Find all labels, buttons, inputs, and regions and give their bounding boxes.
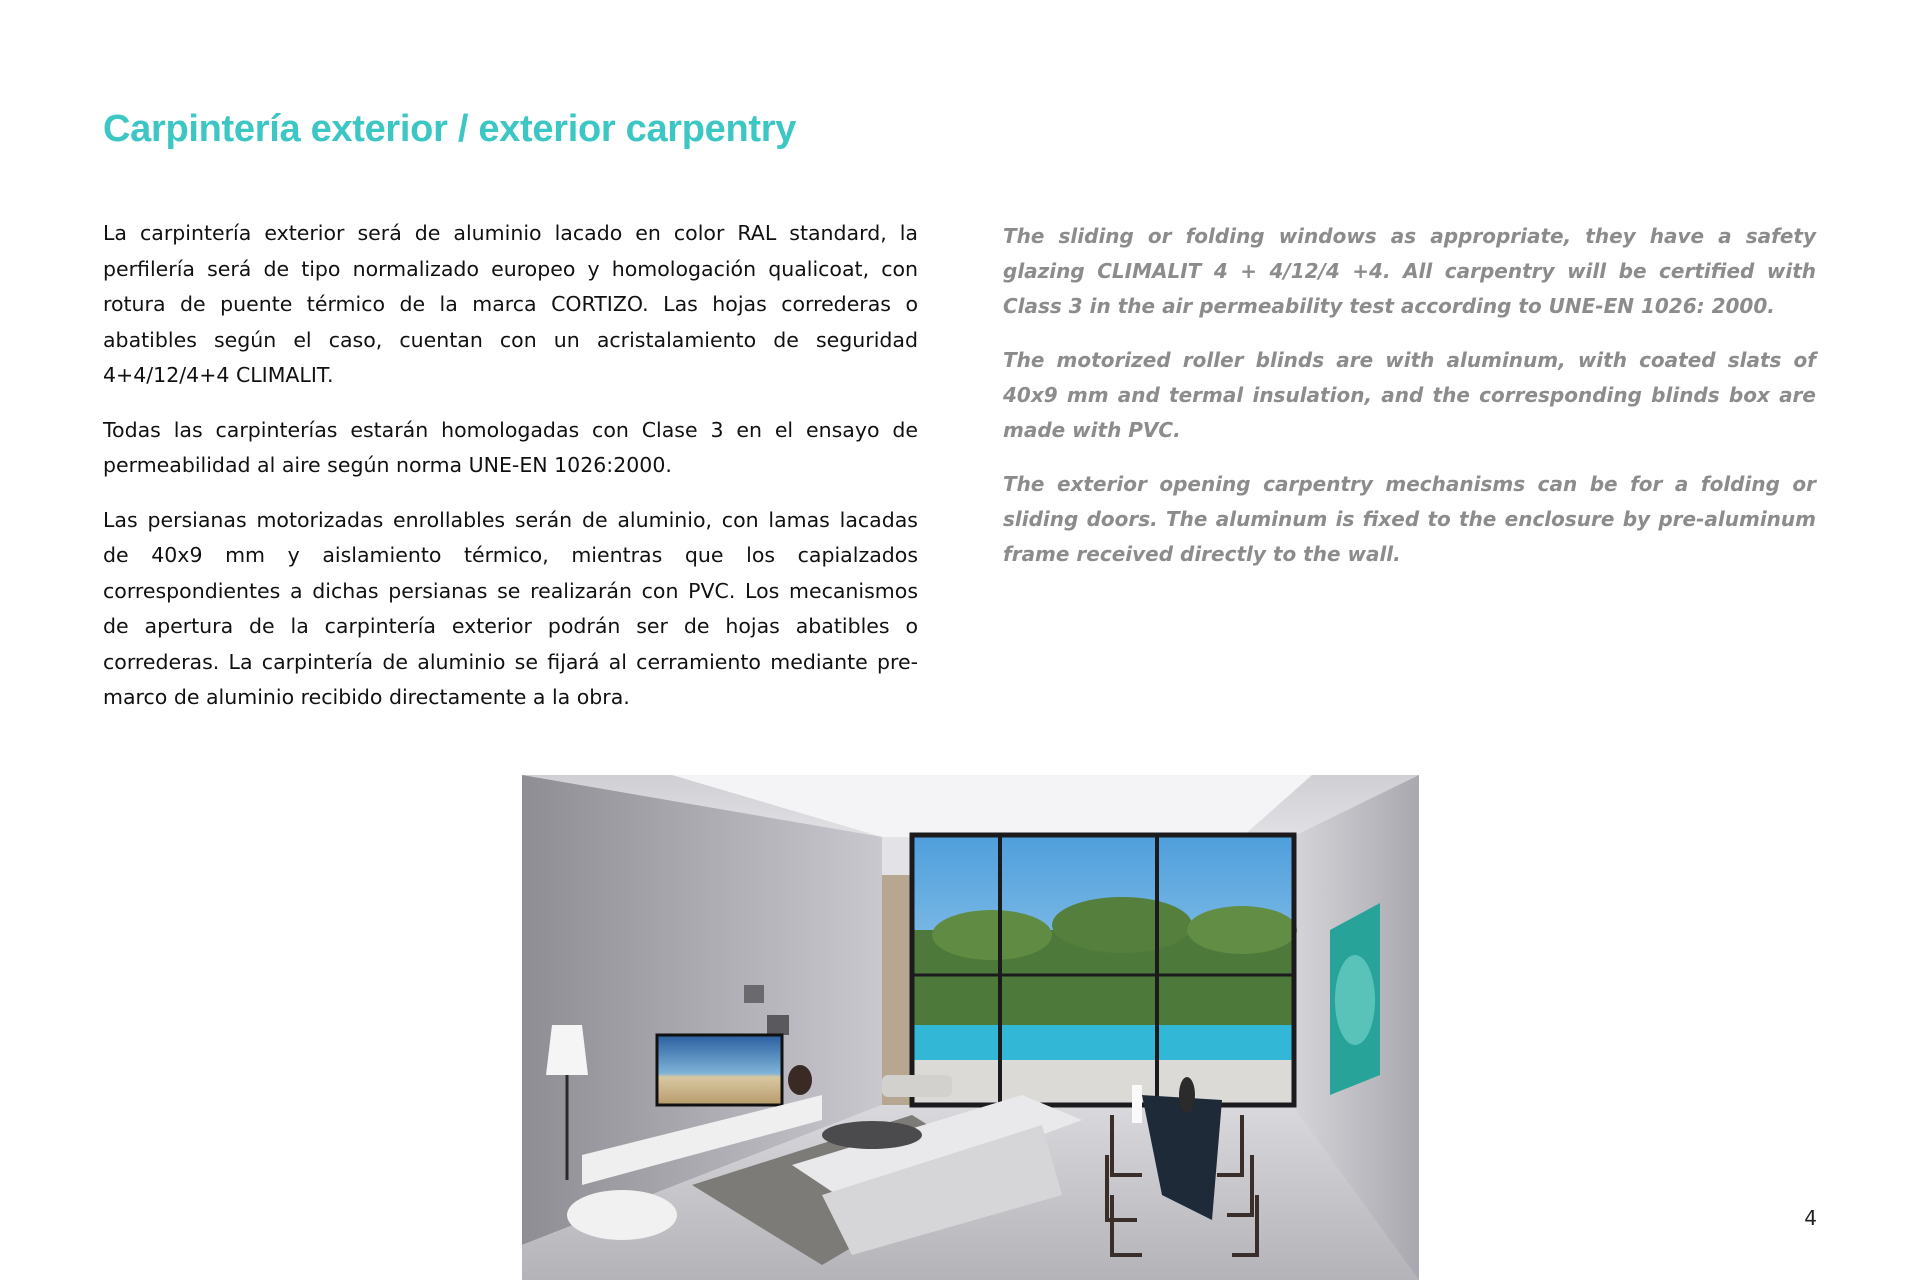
page-title: Carpintería exterior / exterior carpentry — [103, 108, 797, 150]
english-paragraph-3: The exterior opening carpentry mechanisms can be for a folding or sliding doors. The aluminum is fixed to the enclosure by pre-aluminum frame received directly to the wall. — [1003, 472, 1816, 566]
interior-render-photo — [522, 775, 1419, 1280]
english-paragraph-2: The motorized roller blinds are with aluminum, with coated slats of 40x9 mm and termal insulation, and the corresponding blinds box are made with PVC. — [1003, 348, 1816, 442]
spanish-text-column — [103, 216, 918, 735]
english-text-column — [1003, 219, 1816, 591]
spanish-paragraph-3: Las persianas motorizadas enrollables serán de aluminio, con lamas lacadas de 40x9 mm y aislamiento térmico, mientras que los capialzados correspondientes a dichas persianas se realizarán con PVC. Los mecanismos de apertura de la carpintería exterior podrán ser de hojas abatibles o correderas. La carpintería de aluminio se fijará al cerramiento mediante pre-marco de aluminio recibido directamente a la obra. — [103, 507, 918, 709]
spanish-paragraph-2: Todas las carpinterías estarán homologadas con Clase 3 en el ensayo de permeabilidad al aire según norma UNE-EN 1026:2000. — [103, 417, 918, 477]
english-paragraph-1: The sliding or folding windows as appropriate, they have a safety glazing CLIMALIT 4 + 4/12/4 +4. All carpentry will be certified with Class 3 in the air permeability test according to UNE-EN 1026: 2000. — [1003, 224, 1816, 318]
spanish-paragraph-1: La carpintería exterior será de aluminio lacado en color RAL standard, la perfilería será de tipo normalizado europeo y homologación qualicoat, con rotura de puente térmico de la marca CORTIZO. Las hojas correderas o abatibles según el caso, cuentan con un acristalamiento de seguridad 4+4/12/4+4 CLIMALIT. — [103, 221, 918, 387]
page-number: 4 — [1804, 1206, 1817, 1230]
